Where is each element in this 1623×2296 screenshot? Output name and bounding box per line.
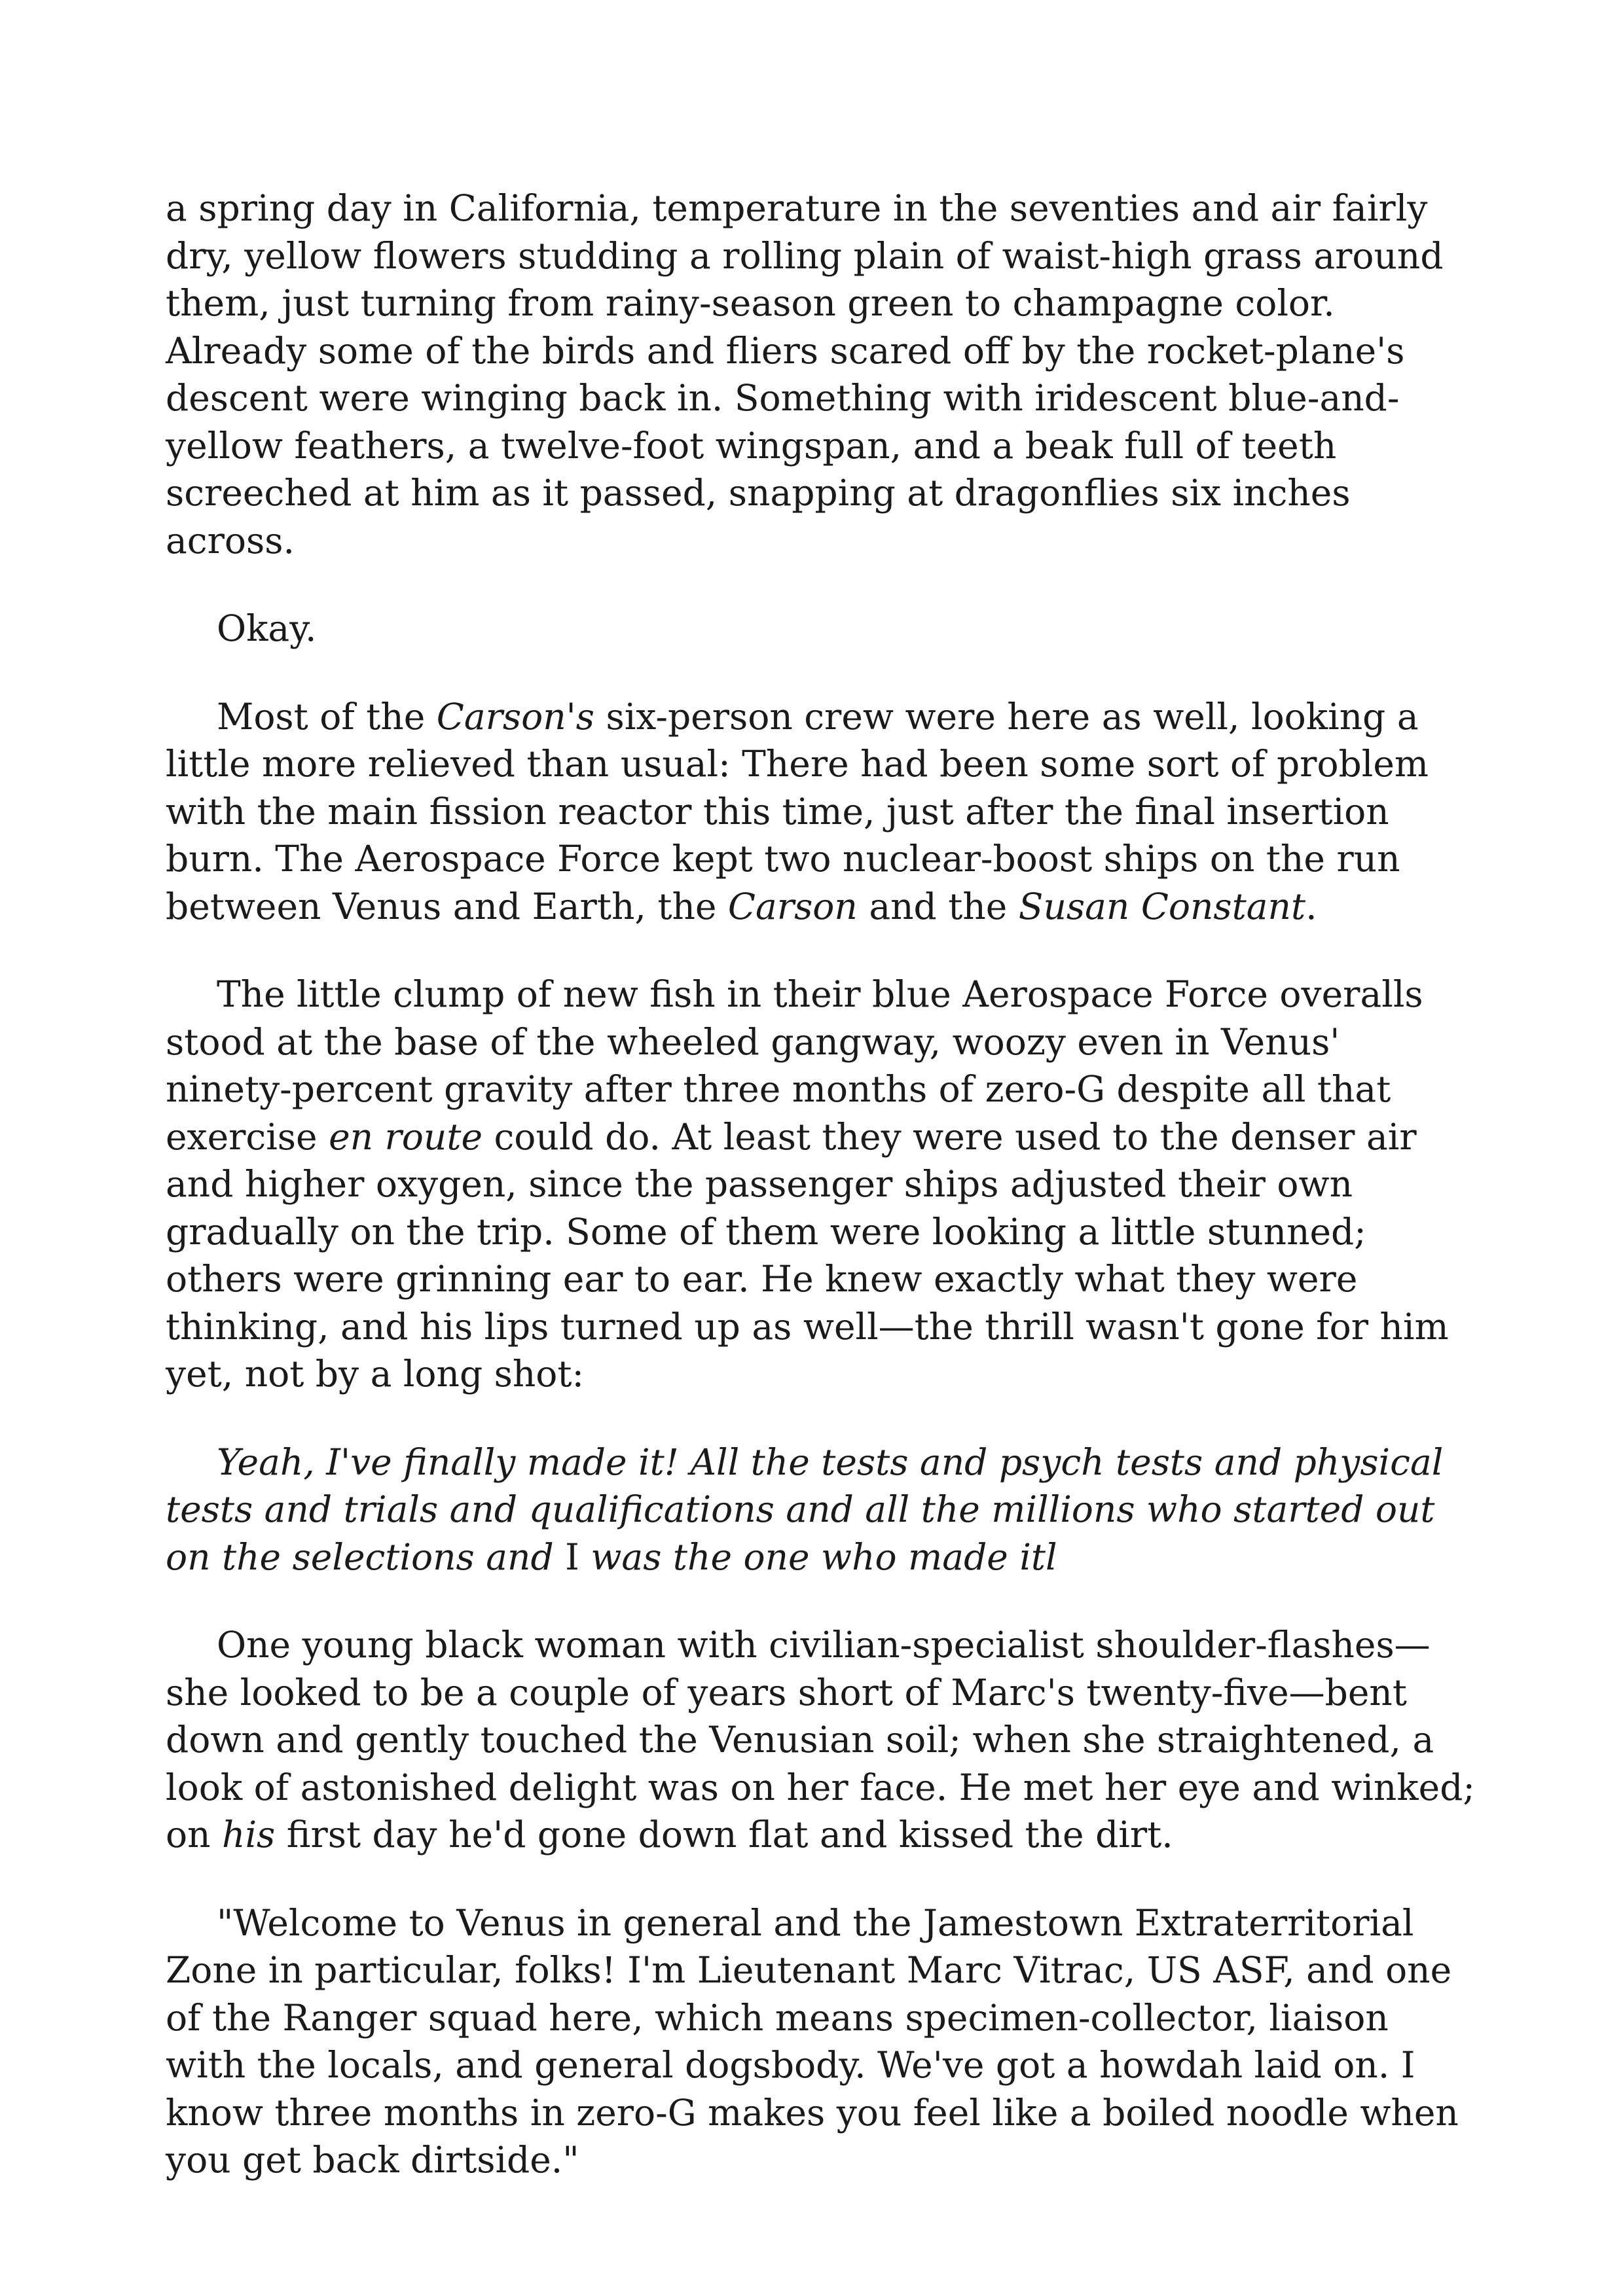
paragraph-5-thought [166, 1439, 1475, 1581]
paragraph-1-text: a spring day in California, temperature in the seventies and air fairly dry, yellow flowers studding a rolling plain of waist-high grass around them, just turning from rainy-season green to champagne color. Already some of the birds and fliers scared off by the rocket-plane's descent were winging back in. Something with iridescent blue-and-yellow feathers, a twelve-foot wingspan, and a beak full of teeth screeched at him as it passed, snapping at dragonflies six inches across. [166, 187, 1444, 562]
paragraph-3-text-c: six-person crew were here as well, looking a little more relieved than usual: There had been some sort of problem with the main fission reactor this time, just after the final insertion burn. The Aerospace Force kept two nuclear-boost ships on the run between Venus and Earth, the [166, 695, 1429, 927]
paragraph-4 [166, 971, 1475, 1398]
paragraph-6-text-a: One young black woman with civilian-specialist shoulder-flashes—she looked to be a couple of years short of Marc's twenty-five—bent down and gently touched the Venusian soil; when she straightened, a look of astonished delight was on her face. He met her eye and winked; on [166, 1624, 1475, 1856]
paragraph-5-text-c: was the one who made itl [579, 1535, 1057, 1578]
word-his: his [222, 1814, 276, 1856]
book-page [166, 185, 1475, 2225]
paragraph-2-text: Okay. [217, 607, 317, 649]
paragraph-4-text-a: The little clump of new fish in their blue Aerospace Force overalls stood at the base of the wheeled gangway, woozy even in Venus' ninety-percent gravity after three months of zero-G despite all that exercise [166, 973, 1423, 1158]
paragraph-5-emphasis-i: I [565, 1535, 579, 1578]
paragraph-4-text-c: could do. At least they were used to the denser air and higher oxygen, since the passenger ships adjusted their own gradually on the trip. Some of them were looking a little stunned; others were grinning ear to ear. He knew exactly what they were thinking, and his lips turned up as well—the thrill wasn't gone for him yet, not by a long shot: [166, 1115, 1449, 1395]
ship-name-carsons: Carson's [436, 695, 595, 738]
paragraph-6 [166, 1621, 1475, 1859]
paragraph-7-text: "Welcome to Venus in general and the Jamestown Extraterritorial Zone in particular, folks! I'm Lieutenant Marc Vitrac, US ASF, and one of the Ranger squad here, which means specimen-collector, liaison with the locals, and general dogsbody. We've got a howdah laid on. I know three months in zero-G makes you feel like a boiled noodle when you get back dirtside." [166, 1901, 1459, 2181]
paragraph-3-text-g: . [1305, 885, 1317, 927]
paragraph-3-text-a: Most of the [217, 695, 437, 738]
phrase-en-route: en route [329, 1115, 483, 1158]
paragraph-3 [166, 693, 1475, 931]
ship-name-susan-constant: Susan Constant [1018, 885, 1306, 927]
paragraph-5-text-a: Yeah, I've finally made it! All the tests and psych tests and physical tests and trials and qualifications and all the millions who started out on the selections and [166, 1441, 1444, 1578]
paragraph-6-text-c: first day he'd gone down flat and kissed the dirt. [275, 1814, 1173, 1856]
paragraph-1 [166, 185, 1475, 564]
ship-name-carson: Carson [727, 885, 858, 927]
paragraph-2 [166, 605, 1475, 653]
paragraph-3-text-e: and the [857, 885, 1019, 927]
paragraph-7 [166, 1899, 1475, 2184]
